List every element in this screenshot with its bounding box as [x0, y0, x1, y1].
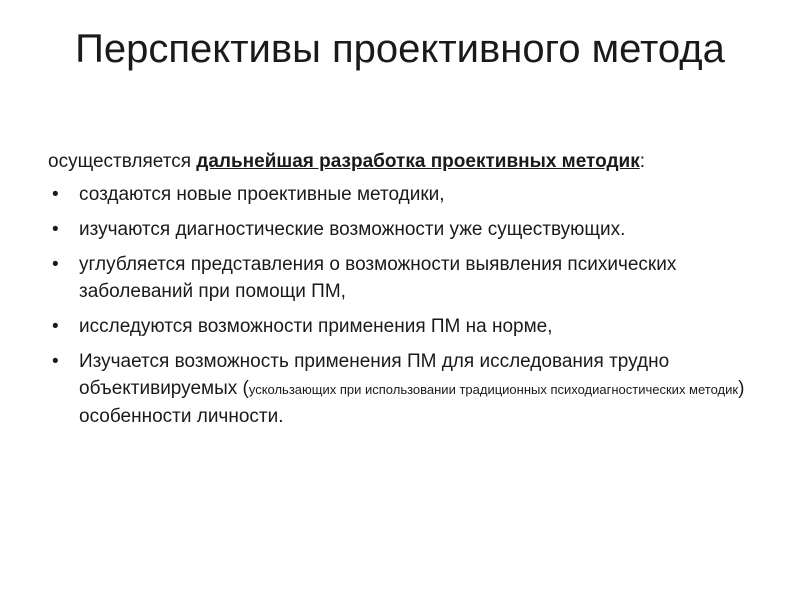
bullet-icon: •	[52, 184, 59, 205]
bullet-text: изучаются диагностические возможности уже существующих.	[79, 219, 626, 240]
bullet-icon: •	[52, 254, 59, 275]
slide-title: Перспективы проективного метода	[75, 27, 725, 71]
bullet-icon: •	[52, 316, 59, 337]
bullet-item	[48, 216, 758, 243]
bullet-item	[48, 313, 758, 340]
bullet-item	[48, 181, 758, 208]
bullet-list	[48, 181, 758, 430]
slide-body	[48, 148, 758, 438]
bullet-icon: •	[52, 219, 59, 240]
bullet-icon: •	[52, 351, 59, 372]
bullet-text-end: ) особенности личности.	[79, 378, 745, 427]
bullet-text-start: Изучается возможность применения ПМ для исследования трудно объективируемых (	[79, 351, 670, 399]
bullet-text: углубляется представления о возможности выявления психических заболеваний при помощи ПМ,	[79, 254, 677, 302]
bullet-item	[48, 348, 758, 430]
intro-suffix: :	[639, 151, 645, 172]
bullet-text: создаются новые проективные методики,	[79, 184, 445, 205]
intro-prefix: осуществляется	[48, 151, 197, 172]
bullet-text-small: ускользающих при использовании традиционных психодиагностических методик	[248, 382, 739, 397]
intro-line	[48, 148, 758, 175]
bullet-text: исследуются возможности применения ПМ на норме,	[79, 316, 553, 337]
bullet-item	[48, 251, 758, 305]
intro-emphasis: дальнейшая разработка проективных методик	[196, 151, 640, 172]
